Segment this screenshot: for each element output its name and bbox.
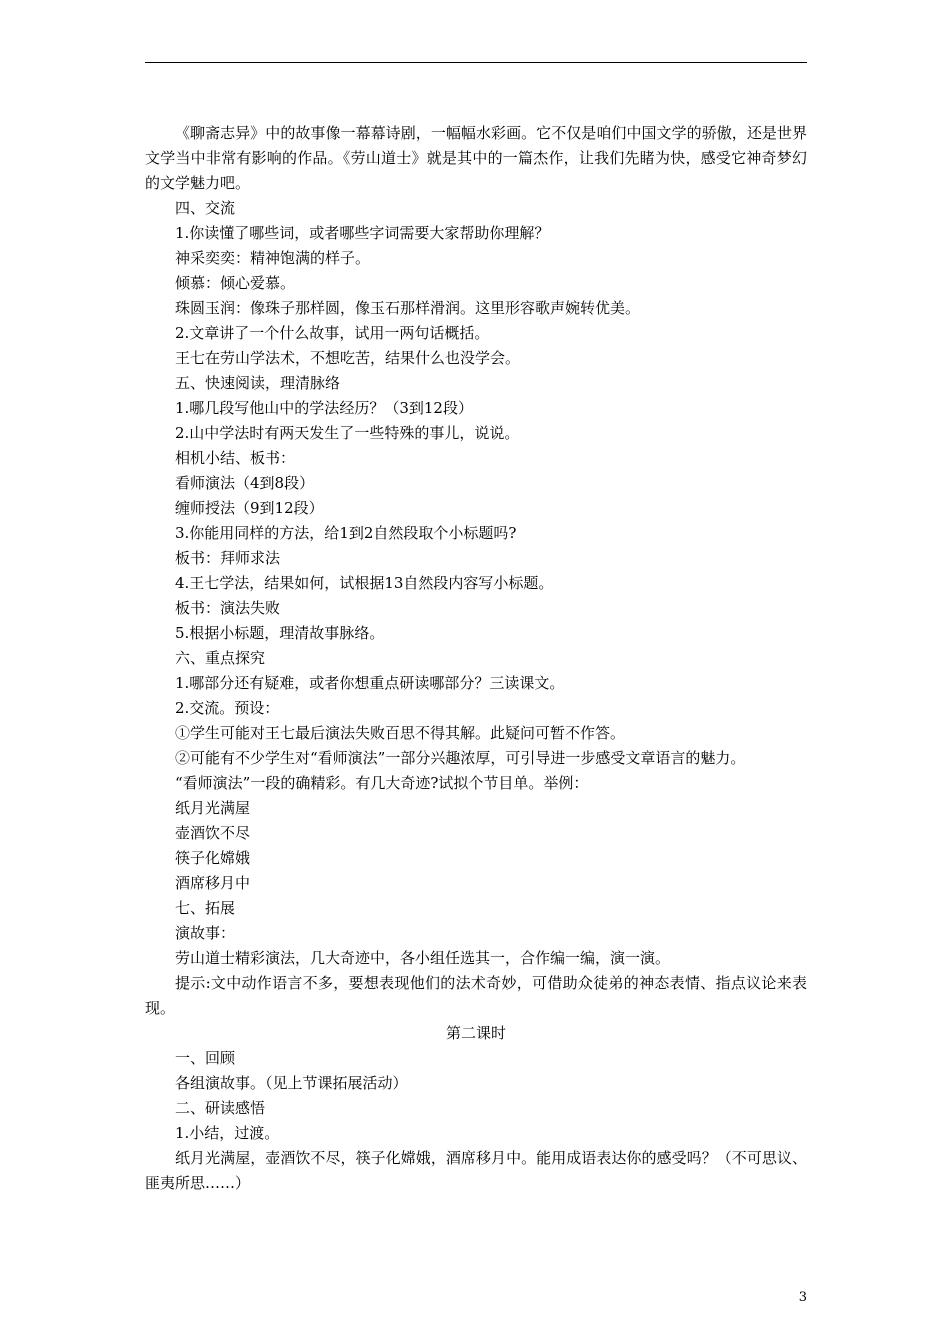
paragraph: 看师演法（4到8段） xyxy=(175,474,315,492)
section-heading-extension: 七、拓展 xyxy=(175,899,236,917)
paragraph: 提示:文中动作语言不多，要想表现他们的法术奇妙，可借助众徒弟的神态表情、指点议论来表现。 xyxy=(145,974,807,1017)
paragraph: ②可能有不少学生对“看师演法”一部分兴趣浓厚，可引导进一步感受文章语言的魅力。 xyxy=(175,749,746,767)
paragraph: 1.小结，过渡。 xyxy=(175,1124,280,1142)
paragraph: 各组演故事。（见上节课拓展活动） xyxy=(175,1074,408,1092)
section-heading-exchange: 四、交流 xyxy=(175,199,236,217)
paragraph: 1.你读懂了哪些词，或者哪些字词需要大家帮助你理解？ xyxy=(175,224,550,242)
paragraph: 劳山道士精彩演法，几大奇迹中，各小组任选其一，合作编一编，演一演。 xyxy=(175,949,671,967)
list-item: 纸月光满屋 xyxy=(175,799,251,817)
paragraph: 缠师授法（9到12段） xyxy=(175,499,324,517)
paragraph: “看师演法”一段的确精彩。有几大奇迹?试拟个节目单。举例： xyxy=(175,774,589,792)
list-item: 筷子化嫦娥 xyxy=(175,849,251,867)
paragraph: 3.你能用同样的方法，给1到2自然段取个小标题吗? xyxy=(175,524,517,542)
paragraph-intro: 《聊斋志异》中的故事像一幕幕诗剧，一幅幅水彩画。它不仅是咱们中国文学的骄傲，还是世界文学当中非常有影响的作品。《劳山道士》就是其中的一篇杰作，让我们先睹为快，感受它神奇梦幻的文学魅力吧。 xyxy=(145,124,807,192)
paragraph: 4.王七学法，结果如何，试根据13自然段内容写小标题。 xyxy=(175,574,554,592)
paragraph: 演故事： xyxy=(175,924,236,942)
paragraph: 1.哪几段写他山中的学法经历？（3到12段） xyxy=(175,399,473,417)
paragraph: 5.根据小标题，理清故事脉络。 xyxy=(175,624,385,642)
paragraph: 倾慕：倾心爱慕。 xyxy=(175,274,296,292)
page-number: 3 xyxy=(798,1290,807,1305)
paragraph: 相机小结、板书： xyxy=(175,449,296,467)
paragraph: 板书：拜师求法 xyxy=(175,549,281,567)
section-heading-study: 二、研读感悟 xyxy=(175,1099,266,1117)
paragraph: 纸月光满屋，壶酒饮不尽，筷子化嫦娥，酒席移月中。能用成语表达你的感受吗？（不可思议、匪夷所思……） xyxy=(145,1149,807,1192)
paragraph: 2.文章讲了一个什么故事，试用一两句话概括。 xyxy=(175,324,490,342)
lesson-heading: 第二课时 xyxy=(445,1024,506,1042)
header-rule xyxy=(145,62,807,63)
section-heading-key-inquiry: 六、重点探究 xyxy=(175,649,266,667)
paragraph: 板书：演法失败 xyxy=(175,599,281,617)
paragraph: 珠圆玉润：像珠子那样圆，像玉石那样滑润。这里形容歌声婉转优美。 xyxy=(175,299,641,317)
paragraph: 神采奕奕：精神饱满的样子。 xyxy=(175,249,371,267)
paragraph: ①学生可能对王七最后演法失败百思不得其解。此疑问可暂不作答。 xyxy=(175,724,626,742)
document-body xyxy=(145,121,807,1196)
paragraph: 2.山中学法时有两天发生了一些特殊的事儿，说说。 xyxy=(175,424,520,442)
list-item: 壶酒饮不尽 xyxy=(175,824,251,842)
paragraph: 2.交流。预设： xyxy=(175,699,280,717)
paragraph: 王七在劳山学法术，不想吃苦，结果什么也没学会。 xyxy=(175,349,521,367)
paragraph: 1.哪部分还有疑难，或者你想重点研读哪部分？三读课文。 xyxy=(175,674,565,692)
section-heading-fast-reading: 五、快速阅读，理清脉络 xyxy=(175,374,341,392)
section-heading-review: 一、回顾 xyxy=(175,1049,236,1067)
list-item: 酒席移月中 xyxy=(175,874,251,892)
